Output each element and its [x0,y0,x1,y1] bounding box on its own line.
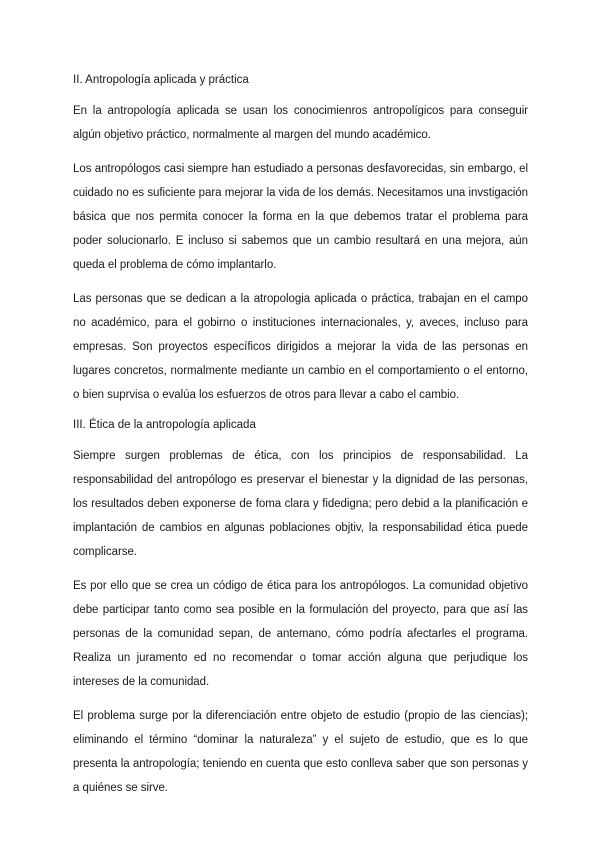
paragraph: Los antropólogos casi siempre han estudiado a personas desfavorecidas, sin embargo, el cuidado no es suficiente para mejorar la vida de los demás. Necesitamos una invstigación básica que nos permita conocer la forma en la que debemos tratar el problema para poder solucionarlo. E incluso si sabemos que un cambio resultará en una mejora, aún queda el problema de cómo implantarlo. [73,163,528,271]
section-heading-ethics: III. Ética de la antropología aplicada [73,419,256,431]
paragraph: El problema surge por la diferenciación entre objeto de estudio (propio de las ciencias); eliminando el término “dominar la naturaleza” y el sujeto de estudio, que es lo que presenta la antropología; teniendo en cuenta que esto conlleva saber que son personas y a quiénes se sirve. [73,710,528,794]
paragraph: Las personas que se dedican a la atropologia aplicada o práctica, trabajan en el campo no académico, para el gobirno o instituciones internacionales, y, aveces, incluso para empresas. Son proyectos específicos dirigidos a mejorar la vida de las personas en lugares concretos, normalmente mediante un cambio en el comportamiento o el entorno, o bien suprvisa o evalúa los esfuerzos de otros para llevar a cabo el cambio. [73,293,528,401]
paragraph: Es por ello que se crea un código de ética para los antropólogos. La comunidad objetivo debe participar tanto como sea posible en la formulación del proyecto, para que así las personas de la comunidad sepan, de antemano, cómo podría afectarles el programa. Realiza un juramento ed no recomendar o tomar acción alguna que perjudique los intereses de la comunidad. [73,580,528,688]
paragraph: Siempre surgen problemas de ética, con los principios de responsabilidad. La responsabilidad del antropólogo es preservar el bienestar y la dignidad de las personas, los resultados deben exponerse de foma clara y fidedigna; pero debid a la planificación e implantación de cambios en algunas poblaciones objtiv, la responsabilidad ética puede complicarse. [73,450,528,558]
paragraph: En la antropología aplicada se usan los conocimienros antropolígicos para conseguir algún objetivo práctico, normalmente al margen del mundo académico. [73,105,528,141]
section-heading-applied-anthropology: II. Antropología aplicada y práctica [73,74,249,86]
